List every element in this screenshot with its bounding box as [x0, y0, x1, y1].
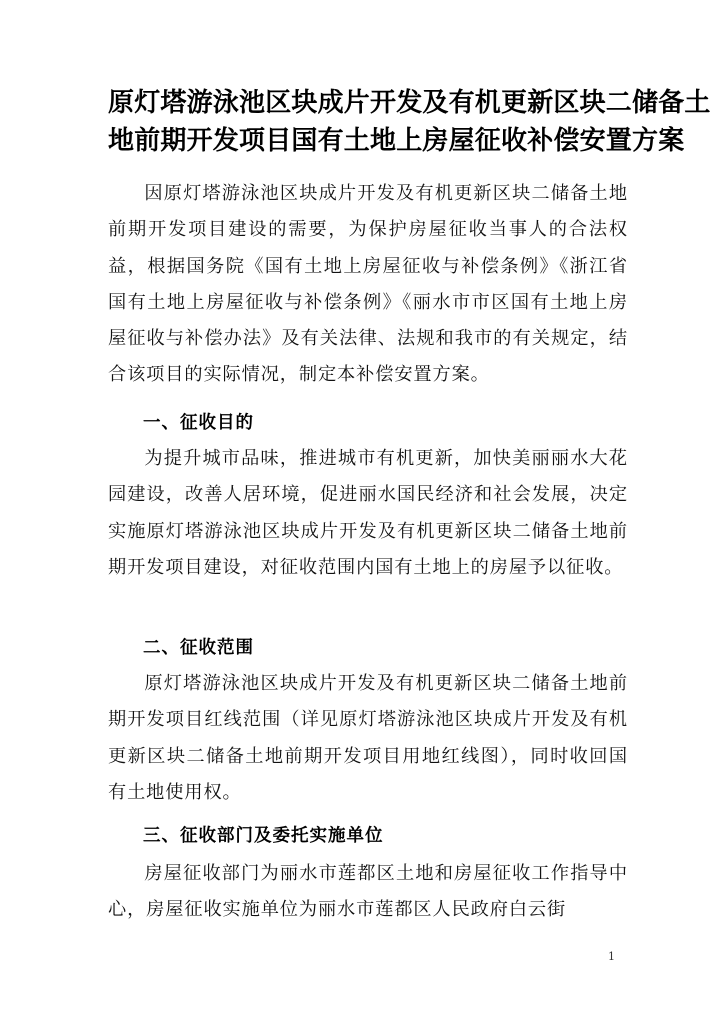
title-line-2: 地前期开发项目国有土地上房屋征收补偿安置方案 [108, 126, 685, 156]
section-body-scope: 原灯塔游泳池区块成片开发及有机更新区块二储备土地前期开发项目红线范围（详见原灯塔游泳池区块成片开发及有机更新区块二储备土地前期开发项目用地红线图），同时收回国有土地使用权。 [108, 673, 628, 803]
title-line-1: 原灯塔游泳池区块成片开发及有机更新区块二储备土 [108, 88, 711, 118]
section-body-department: 房屋征收部门为丽水市莲都区土地和房屋征收工作指导中心，房屋征收实施单位为丽水市莲都区人民政府白云街 [108, 863, 628, 921]
document-title [108, 84, 711, 160]
page-number: 1 [608, 950, 615, 963]
section-body-purpose: 为提升城市品味，推进城市有机更新，加快美丽丽水大花园建设，改善人居环境，促进丽水国民经济和社会发展，决定实施原灯塔游泳池区块成片开发及有机更新区块二储备土地前期开发项目建设，对征收范围内国有土地上的房屋予以征收。 [108, 448, 628, 578]
section-heading-department: 三、征收部门及委托实施单位 [143, 826, 384, 846]
section-heading-scope: 二、征收范围 [143, 638, 254, 658]
section-heading-purpose: 一、征收目的 [143, 413, 254, 433]
intro-paragraph: 因原灯塔游泳池区块成片开发及有机更新区块二储备土地前期开发项目建设的需要，为保护房屋征收当事人的合法权益，根据国务院《国有土地上房屋征收与补偿条例》《浙江省国有土地上房屋征收与补偿条例》《丽水市市区国有土地上房屋征收与补偿办法》及有关法律、法规和我市的有关规定，结合该项目的实际情况，制定本补偿安置方案。 [108, 183, 628, 386]
